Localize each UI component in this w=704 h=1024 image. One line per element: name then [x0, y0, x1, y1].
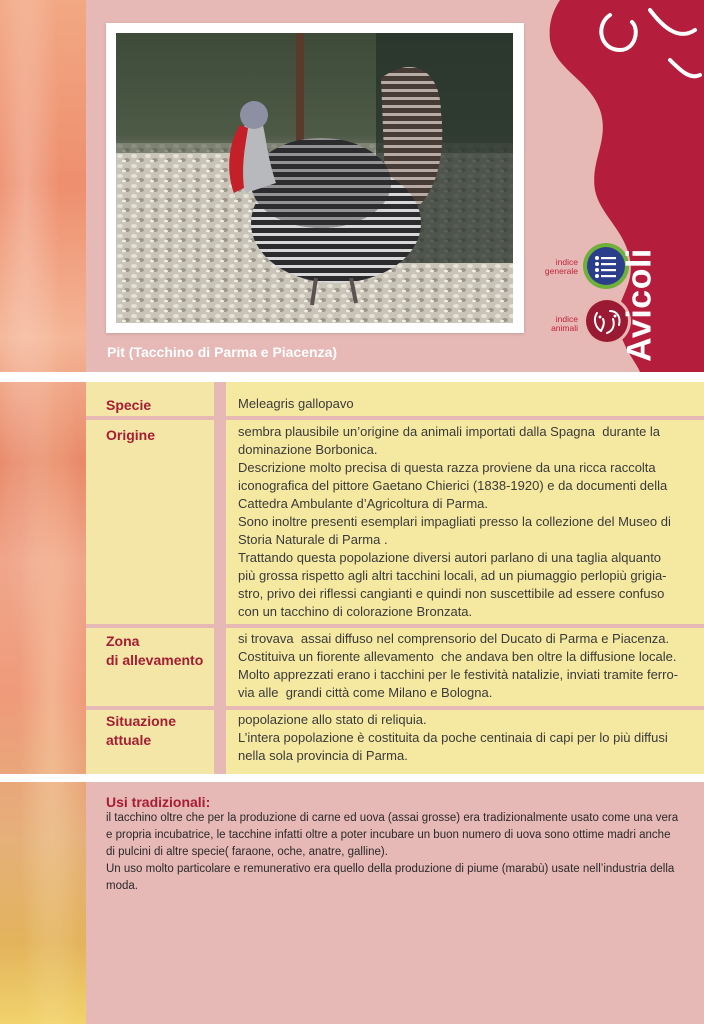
info-table	[86, 382, 704, 774]
value-line: con un tacchino di colorazione Bronzata.	[238, 604, 473, 619]
photo-caption: Pit (Tacchino di Parma e Piacenza)	[107, 344, 338, 360]
text-line: Un uso molto particolare e remunerativo era quello della produzione di piume (marabù) usate nell’industria della	[106, 863, 675, 875]
value-line: nella sola provincia di Parma.	[238, 748, 408, 763]
text-line: e propria incubatrice, le tacchine infatti oltre a poter incubare un buon numero di uova sono ottime madri anche	[106, 829, 671, 841]
animals-index-label-line2: animali	[551, 323, 578, 333]
value-line: L’intera popolazione è costituita da poche centinaia di capi per lo più diffusi	[238, 730, 668, 745]
value-line: più grossa rispetto agli altri tacchini locali, ad un piumaggio perlopiù grigia-	[238, 568, 667, 583]
value-line: stro, privo dei riflessi cangianti e quindi non suscettibile ad essere confuso	[238, 586, 665, 601]
value-line: dominazione Borbonica.	[238, 442, 378, 457]
photo-frame	[106, 23, 524, 333]
value-line: Meleagris gallopavo	[238, 396, 354, 411]
row-label: Origine	[86, 420, 214, 624]
divider-top	[0, 372, 704, 382]
general-index-label-line2: generale	[544, 266, 578, 276]
animals-index-label-line1: indice	[555, 314, 578, 324]
value-line: si trovava assai diffuso nel comprensorio del Ducato di Parma e Piacenza.	[238, 631, 670, 646]
value-line: Storia Naturale di Parma .	[238, 532, 388, 547]
row-label: Situazione attuale	[86, 710, 214, 774]
value-line: Cattedra Ambulante d’Agricoltura di Parma.	[238, 496, 489, 511]
text-line: di pulcini di altre specie( faraone, oche, anatre, galline).	[106, 846, 388, 858]
row-label: Specie	[86, 382, 214, 416]
value-line: sembra plausibile un’origine da animali importati dalla Spagna durante la	[238, 424, 661, 439]
table-row	[86, 382, 704, 416]
row-value	[226, 382, 704, 416]
row-value	[226, 628, 704, 706]
general-index-label-line1: indice	[555, 257, 578, 267]
text-line: moda.	[106, 880, 138, 892]
table-row	[86, 420, 704, 624]
section-title: Avicoli	[620, 248, 659, 362]
value-line: Descrizione molto precisa di questa razza proviene da una ricca raccolta	[238, 460, 656, 475]
turkey-photo	[116, 33, 513, 323]
value-line: Sono inoltre presenti esemplari impagliati presso la collezione del Museo di	[238, 514, 671, 529]
row-label: Zona di allevamento	[86, 628, 214, 706]
value-line: Costituiva un fiorente allevamento che andava ben oltre la diffusione locale.	[238, 649, 677, 664]
table-row	[86, 710, 704, 774]
value-line: via alle grandi città come Milano e Bologna.	[238, 685, 493, 700]
traditional-uses-title: Usi tradizionali:	[106, 794, 211, 810]
traditional-uses-text	[106, 810, 696, 895]
value-line: Molto apprezzati erano i tacchini per le festività natalizie, inviati tramite ferro-	[238, 667, 679, 682]
general-index-label[interactable]	[540, 258, 578, 276]
watercolor-strip	[0, 0, 86, 1024]
value-line: Trattando questa popolazione diversi autori parlano di una taglia alquanto	[238, 550, 662, 565]
text-line: il tacchino oltre che per la produzione di carne ed uova (assai grosse) era tradizionalmente usato come una vera	[106, 812, 679, 824]
divider-bottom	[0, 774, 704, 782]
traditional-uses-section	[86, 782, 704, 1024]
animals-index-label[interactable]	[540, 315, 578, 333]
row-value	[226, 710, 704, 774]
table-row	[86, 628, 704, 706]
value-line: popolazione allo stato di reliquia.	[238, 712, 427, 727]
value-line: iconografica del pittore Gaetano Chierici (1838-1920) e da documenti della	[238, 478, 668, 493]
row-value	[226, 420, 704, 624]
